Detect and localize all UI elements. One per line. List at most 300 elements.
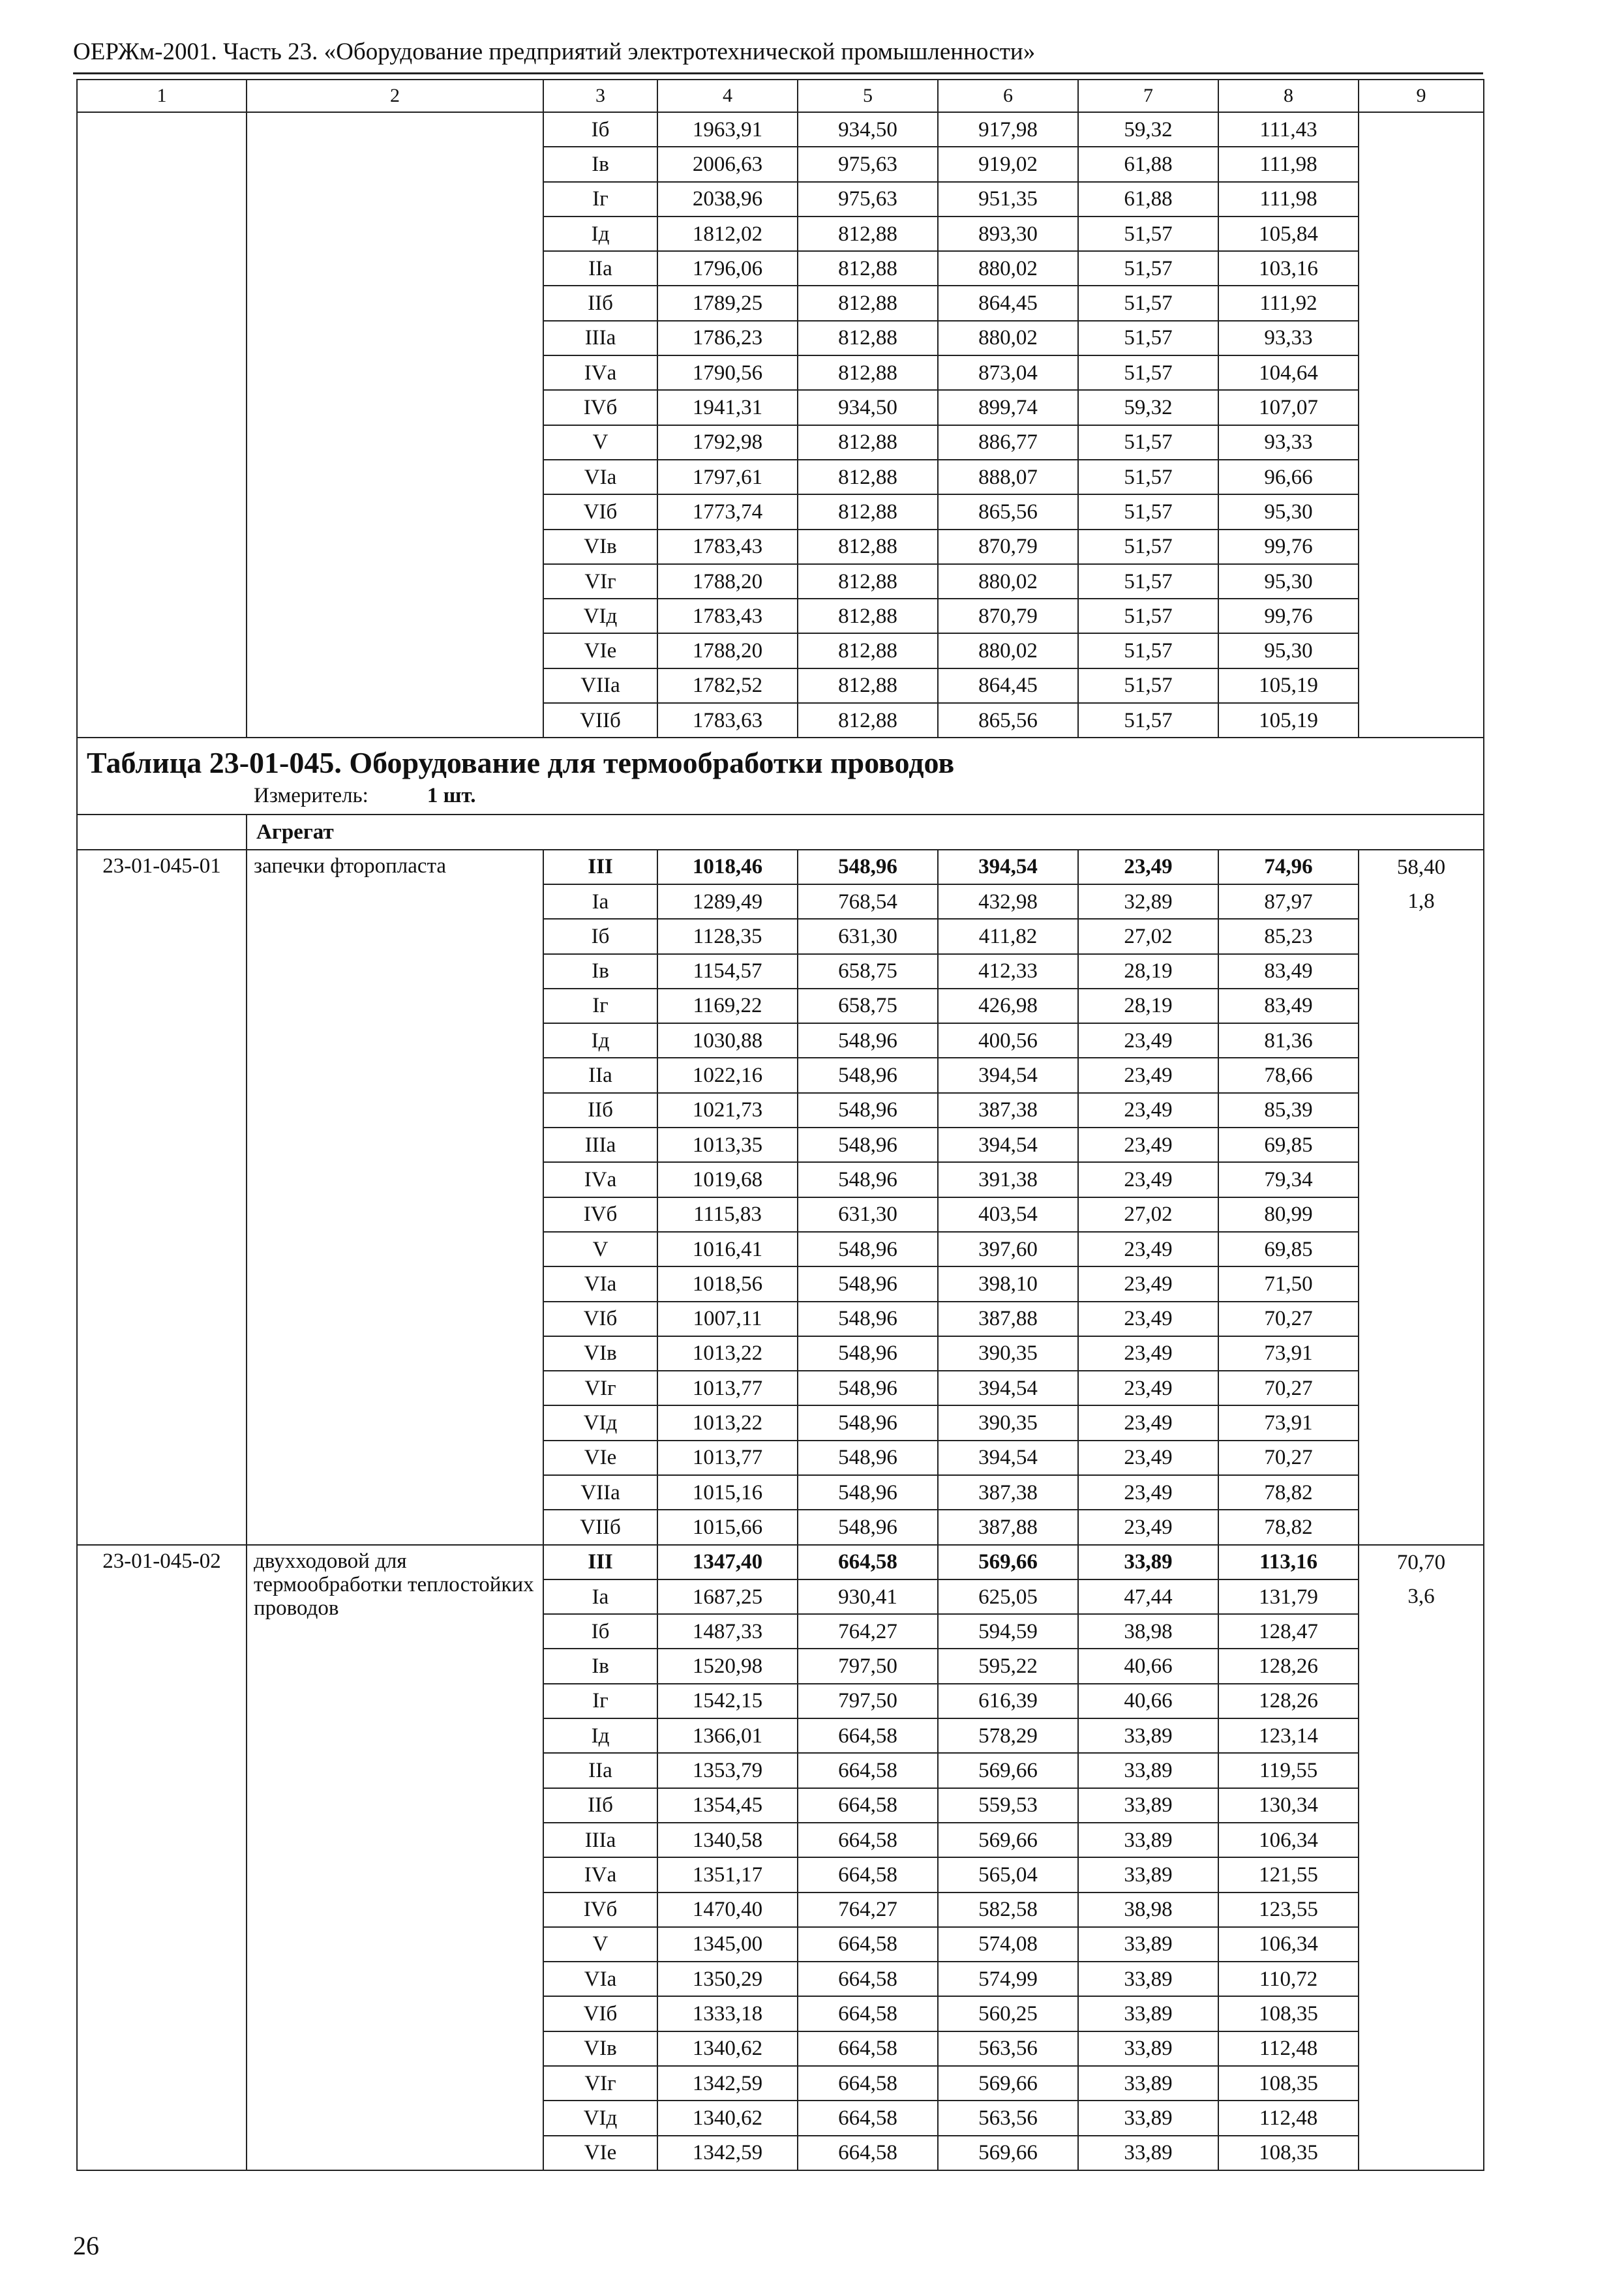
value-cell: 1687,25 xyxy=(657,1579,798,1614)
value-cell: 79,34 xyxy=(1218,1162,1359,1197)
value-cell: 123,14 xyxy=(1218,1718,1359,1753)
value-cell: 33,89 xyxy=(1078,1718,1218,1753)
table-row xyxy=(77,850,1484,884)
value-cell: 51,57 xyxy=(1078,668,1218,703)
value-cell: 870,79 xyxy=(938,530,1078,564)
value-cell: 1007,11 xyxy=(657,1302,798,1336)
value-cell: 812,88 xyxy=(798,530,938,564)
value-cell: 95,30 xyxy=(1218,633,1359,668)
value-cell: 1115,83 xyxy=(657,1197,798,1232)
value-cell: 930,41 xyxy=(798,1579,938,1614)
table-row xyxy=(77,1545,1484,1579)
value-cell: 880,02 xyxy=(938,564,1078,599)
value-cell: 108,35 xyxy=(1218,2136,1359,2170)
value-cell: 812,88 xyxy=(798,668,938,703)
value-cell: 398,10 xyxy=(938,1266,1078,1301)
condition-cell: Iа xyxy=(543,884,657,919)
value-cell: 1289,49 xyxy=(657,884,798,919)
page-number: 26 xyxy=(73,2231,99,2260)
page-header: ОЕРЖм-2001. Часть 23. «Оборудование предприятий электротехнической промышленности» xyxy=(73,38,1036,65)
value-cell: 594,59 xyxy=(938,1614,1078,1649)
value-cell: 864,45 xyxy=(938,668,1078,703)
value-cell: 1783,63 xyxy=(657,703,798,738)
condition-cell: VIIа xyxy=(543,668,657,703)
value-cell: 812,88 xyxy=(798,633,938,668)
value-cell: 128,26 xyxy=(1218,1649,1359,1683)
value-cell: 23,49 xyxy=(1078,850,1218,884)
condition-cell: Iг xyxy=(543,989,657,1023)
value-cell: 70,27 xyxy=(1218,1441,1359,1475)
value-cell: 582,58 xyxy=(938,1893,1078,1927)
measure-value: 1 шт. xyxy=(427,784,476,808)
condition-cell: IIIа xyxy=(543,1128,657,1162)
value-cell: 1366,01 xyxy=(657,1718,798,1753)
condition-cell: VIв xyxy=(543,530,657,564)
table-body xyxy=(77,80,1484,2170)
value-cell: 83,49 xyxy=(1218,989,1359,1023)
value-cell: 85,39 xyxy=(1218,1093,1359,1128)
value-cell: 51,57 xyxy=(1078,321,1218,355)
condition-cell: Iв xyxy=(543,1649,657,1683)
condition-cell: III xyxy=(543,850,657,884)
condition-cell: IIб xyxy=(543,1093,657,1128)
condition-cell: VIа xyxy=(543,1962,657,1996)
column-number: 5 xyxy=(798,80,938,112)
value-cell: 397,60 xyxy=(938,1232,1078,1266)
value-cell: 1941,31 xyxy=(657,390,798,425)
value-cell: 917,98 xyxy=(938,112,1078,147)
value-cell: 812,88 xyxy=(798,321,938,355)
code-cell xyxy=(77,112,247,738)
value-cell: 111,92 xyxy=(1218,286,1359,320)
value-cell: 569,66 xyxy=(938,1753,1078,1788)
value-cell: 38,98 xyxy=(1078,1893,1218,1927)
value-cell: 105,19 xyxy=(1218,703,1359,738)
value-cell: 934,50 xyxy=(798,112,938,147)
value-cell: 664,58 xyxy=(798,1788,938,1823)
rates-table xyxy=(76,79,1484,2171)
value-cell: 616,39 xyxy=(938,1684,1078,1718)
value-cell: 33,89 xyxy=(1078,1857,1218,1892)
value-cell: 560,25 xyxy=(938,1996,1078,2031)
value-cell: 1520,98 xyxy=(657,1649,798,1683)
condition-cell: VIIб xyxy=(543,1510,657,1544)
col9-cell xyxy=(1359,1545,1484,2170)
value-cell: 1013,22 xyxy=(657,1405,798,1440)
value-cell: 548,96 xyxy=(798,1441,938,1475)
value-cell: 548,96 xyxy=(798,1371,938,1405)
col9-cell xyxy=(1359,112,1484,738)
value-cell: 1783,43 xyxy=(657,530,798,564)
value-cell: 69,85 xyxy=(1218,1232,1359,1266)
value-cell: 51,57 xyxy=(1078,460,1218,494)
col9-value: 70,70 xyxy=(1396,1550,1446,1574)
value-cell: 121,55 xyxy=(1218,1857,1359,1892)
value-cell: 664,58 xyxy=(798,1927,938,1962)
condition-cell: VIг xyxy=(543,2066,657,2101)
value-cell: 33,89 xyxy=(1078,2101,1218,2135)
value-cell: 59,32 xyxy=(1078,390,1218,425)
value-cell: 1812,02 xyxy=(657,217,798,251)
value-cell: 387,88 xyxy=(938,1302,1078,1336)
value-cell: 108,35 xyxy=(1218,1996,1359,2031)
value-cell: 1342,59 xyxy=(657,2066,798,2101)
value-cell: 394,54 xyxy=(938,850,1078,884)
value-cell: 625,05 xyxy=(938,1579,1078,1614)
value-cell: 387,38 xyxy=(938,1093,1078,1128)
value-cell: 23,49 xyxy=(1078,1371,1218,1405)
value-cell: 113,16 xyxy=(1218,1545,1359,1579)
value-cell: 886,77 xyxy=(938,425,1078,460)
value-cell: 1019,68 xyxy=(657,1162,798,1197)
value-cell: 1790,56 xyxy=(657,355,798,390)
value-cell: 112,48 xyxy=(1218,2031,1359,2066)
value-cell: 93,33 xyxy=(1218,321,1359,355)
condition-cell: Iв xyxy=(543,147,657,181)
condition-cell: VIг xyxy=(543,564,657,599)
table-title-row xyxy=(77,738,1484,815)
value-cell: 99,76 xyxy=(1218,530,1359,564)
value-cell: 23,49 xyxy=(1078,1510,1218,1544)
column-number: 2 xyxy=(247,80,543,112)
col9-value: 58,40 xyxy=(1396,855,1446,879)
condition-cell: IIб xyxy=(543,1788,657,1823)
value-cell: 1782,52 xyxy=(657,668,798,703)
value-cell: 664,58 xyxy=(798,1823,938,1857)
value-cell: 812,88 xyxy=(798,217,938,251)
value-cell: 664,58 xyxy=(798,2031,938,2066)
value-cell: 658,75 xyxy=(798,954,938,989)
value-cell: 664,58 xyxy=(798,1857,938,1892)
value-cell: 664,58 xyxy=(798,1545,938,1579)
value-cell: 33,89 xyxy=(1078,2136,1218,2170)
condition-cell: V xyxy=(543,425,657,460)
value-cell: 87,97 xyxy=(1218,884,1359,919)
condition-cell: IIа xyxy=(543,1058,657,1092)
value-cell: 394,54 xyxy=(938,1128,1078,1162)
value-cell: 812,88 xyxy=(798,703,938,738)
condition-cell: IIIа xyxy=(543,321,657,355)
group-code-cell xyxy=(77,815,247,849)
value-cell: 51,57 xyxy=(1078,217,1218,251)
value-cell: 548,96 xyxy=(798,1023,938,1058)
value-cell: 975,63 xyxy=(798,147,938,181)
value-cell: 797,50 xyxy=(798,1649,938,1683)
value-cell: 1333,18 xyxy=(657,1996,798,2031)
value-cell: 426,98 xyxy=(938,989,1078,1023)
value-cell: 390,35 xyxy=(938,1405,1078,1440)
value-cell: 548,96 xyxy=(798,1475,938,1510)
value-cell: 1022,16 xyxy=(657,1058,798,1092)
value-cell: 78,66 xyxy=(1218,1058,1359,1092)
condition-cell: Iд xyxy=(543,217,657,251)
value-cell: 387,38 xyxy=(938,1475,1078,1510)
value-cell: 1354,45 xyxy=(657,1788,798,1823)
value-cell: 664,58 xyxy=(798,1718,938,1753)
table-title-cell xyxy=(77,738,1484,815)
condition-cell: V xyxy=(543,1232,657,1266)
value-cell: 1345,00 xyxy=(657,1927,798,1962)
condition-cell: IIб xyxy=(543,286,657,320)
value-cell: 658,75 xyxy=(798,989,938,1023)
value-cell: 548,96 xyxy=(798,1232,938,1266)
value-cell: 23,49 xyxy=(1078,1405,1218,1440)
value-cell: 112,48 xyxy=(1218,2101,1359,2135)
condition-cell: VIд xyxy=(543,2101,657,2135)
value-cell: 1021,73 xyxy=(657,1093,798,1128)
condition-cell: VIд xyxy=(543,1405,657,1440)
value-cell: 28,19 xyxy=(1078,989,1218,1023)
value-cell: 888,07 xyxy=(938,460,1078,494)
col9-value: 1,8 xyxy=(1407,889,1435,913)
value-cell: 595,22 xyxy=(938,1649,1078,1683)
condition-cell: III xyxy=(543,1545,657,1579)
value-cell: 873,04 xyxy=(938,355,1078,390)
condition-cell: VIб xyxy=(543,494,657,529)
value-cell: 664,58 xyxy=(798,1753,938,1788)
value-cell: 934,50 xyxy=(798,390,938,425)
value-cell: 768,54 xyxy=(798,884,938,919)
value-cell: 23,49 xyxy=(1078,1266,1218,1301)
value-cell: 578,29 xyxy=(938,1718,1078,1753)
condition-cell: IVа xyxy=(543,1857,657,1892)
condition-cell: Iг xyxy=(543,1684,657,1718)
value-cell: 51,57 xyxy=(1078,355,1218,390)
value-cell: 390,35 xyxy=(938,1336,1078,1371)
value-cell: 27,02 xyxy=(1078,1197,1218,1232)
value-cell: 51,57 xyxy=(1078,633,1218,668)
value-cell: 412,33 xyxy=(938,954,1078,989)
column-number: 3 xyxy=(543,80,657,112)
condition-cell: V xyxy=(543,1927,657,1962)
condition-cell: VIа xyxy=(543,460,657,494)
value-cell: 569,66 xyxy=(938,2136,1078,2170)
value-cell: 764,27 xyxy=(798,1614,938,1649)
value-cell: 403,54 xyxy=(938,1197,1078,1232)
value-cell: 93,33 xyxy=(1218,425,1359,460)
column-number: 7 xyxy=(1078,80,1218,112)
value-cell: 51,57 xyxy=(1078,251,1218,286)
condition-cell: Iа xyxy=(543,1579,657,1614)
value-cell: 1015,66 xyxy=(657,1510,798,1544)
condition-cell: VIе xyxy=(543,1441,657,1475)
value-cell: 394,54 xyxy=(938,1371,1078,1405)
condition-cell: Iг xyxy=(543,182,657,217)
value-cell: 23,49 xyxy=(1078,1023,1218,1058)
value-cell: 33,89 xyxy=(1078,2031,1218,2066)
value-cell: 105,84 xyxy=(1218,217,1359,251)
value-cell: 128,47 xyxy=(1218,1614,1359,1649)
condition-cell: IVб xyxy=(543,1197,657,1232)
condition-cell: IVб xyxy=(543,390,657,425)
value-cell: 880,02 xyxy=(938,633,1078,668)
col9-cell xyxy=(1359,850,1484,1545)
measure-label: Измеритель: xyxy=(254,784,368,808)
value-cell: 664,58 xyxy=(798,1962,938,1996)
condition-cell: IVб xyxy=(543,1893,657,1927)
value-cell: 548,96 xyxy=(798,1302,938,1336)
item-name: запечки фторопласта xyxy=(247,850,543,1545)
value-cell: 2038,96 xyxy=(657,182,798,217)
value-cell: 106,34 xyxy=(1218,1927,1359,1962)
value-cell: 899,74 xyxy=(938,390,1078,425)
value-cell: 111,98 xyxy=(1218,147,1359,181)
value-cell: 1340,58 xyxy=(657,1823,798,1857)
value-cell: 51,57 xyxy=(1078,286,1218,320)
value-cell: 47,44 xyxy=(1078,1579,1218,1614)
value-cell: 23,49 xyxy=(1078,1232,1218,1266)
condition-cell: Iб xyxy=(543,112,657,147)
value-cell: 95,30 xyxy=(1218,564,1359,599)
value-cell: 387,88 xyxy=(938,1510,1078,1544)
value-cell: 111,98 xyxy=(1218,182,1359,217)
value-cell: 1773,74 xyxy=(657,494,798,529)
value-cell: 23,49 xyxy=(1078,1128,1218,1162)
value-cell: 27,02 xyxy=(1078,919,1218,953)
condition-cell: Iд xyxy=(543,1718,657,1753)
value-cell: 548,96 xyxy=(798,1128,938,1162)
value-cell: 1351,17 xyxy=(657,1857,798,1892)
value-cell: 1340,62 xyxy=(657,2031,798,2066)
value-cell: 1016,41 xyxy=(657,1232,798,1266)
value-cell: 865,56 xyxy=(938,703,1078,738)
value-cell: 1788,20 xyxy=(657,633,798,668)
column-number: 6 xyxy=(938,80,1078,112)
condition-cell: VIIа xyxy=(543,1475,657,1510)
value-cell: 880,02 xyxy=(938,251,1078,286)
value-cell: 107,07 xyxy=(1218,390,1359,425)
value-cell: 1796,06 xyxy=(657,251,798,286)
value-cell: 33,89 xyxy=(1078,1962,1218,1996)
value-cell: 73,91 xyxy=(1218,1336,1359,1371)
value-cell: 631,30 xyxy=(798,1197,938,1232)
value-cell: 548,96 xyxy=(798,1162,938,1197)
value-cell: 99,76 xyxy=(1218,599,1359,633)
value-cell: 51,57 xyxy=(1078,564,1218,599)
value-cell: 864,45 xyxy=(938,286,1078,320)
value-cell: 1487,33 xyxy=(657,1614,798,1649)
value-cell: 1154,57 xyxy=(657,954,798,989)
value-cell: 59,32 xyxy=(1078,112,1218,147)
value-cell: 74,96 xyxy=(1218,850,1359,884)
value-cell: 664,58 xyxy=(798,2066,938,2101)
value-cell: 893,30 xyxy=(938,217,1078,251)
value-cell: 28,19 xyxy=(1078,954,1218,989)
value-cell: 23,49 xyxy=(1078,1441,1218,1475)
value-cell: 103,16 xyxy=(1218,251,1359,286)
condition-cell: Iб xyxy=(543,919,657,953)
value-cell: 548,96 xyxy=(798,1266,938,1301)
value-cell: 797,50 xyxy=(798,1684,938,1718)
condition-cell: IIа xyxy=(543,251,657,286)
value-cell: 1792,98 xyxy=(657,425,798,460)
value-cell: 38,98 xyxy=(1078,1614,1218,1649)
value-cell: 33,89 xyxy=(1078,2066,1218,2101)
value-cell: 51,57 xyxy=(1078,599,1218,633)
value-cell: 880,02 xyxy=(938,321,1078,355)
column-number: 9 xyxy=(1359,80,1484,112)
value-cell: 812,88 xyxy=(798,355,938,390)
value-cell: 23,49 xyxy=(1078,1336,1218,1371)
value-cell: 23,49 xyxy=(1078,1302,1218,1336)
value-cell: 78,82 xyxy=(1218,1510,1359,1544)
value-cell: 548,96 xyxy=(798,1405,938,1440)
value-cell: 33,89 xyxy=(1078,1545,1218,1579)
value-cell: 548,96 xyxy=(798,1510,938,1544)
item-name: двухходовой для термообработки теплостойких проводов xyxy=(247,1545,543,2170)
value-cell: 548,96 xyxy=(798,1336,938,1371)
value-cell: 664,58 xyxy=(798,2101,938,2135)
value-cell: 432,98 xyxy=(938,884,1078,919)
value-cell: 33,89 xyxy=(1078,1927,1218,1962)
value-cell: 764,27 xyxy=(798,1893,938,1927)
value-cell: 1013,35 xyxy=(657,1128,798,1162)
value-cell: 81,36 xyxy=(1218,1023,1359,1058)
value-cell: 85,23 xyxy=(1218,919,1359,953)
value-cell: 32,89 xyxy=(1078,884,1218,919)
value-cell: 400,56 xyxy=(938,1023,1078,1058)
value-cell: 123,55 xyxy=(1218,1893,1359,1927)
value-cell: 128,26 xyxy=(1218,1684,1359,1718)
col9-value: 3,6 xyxy=(1407,1584,1435,1608)
value-cell: 95,30 xyxy=(1218,494,1359,529)
value-cell: 78,82 xyxy=(1218,1475,1359,1510)
value-cell: 51,57 xyxy=(1078,703,1218,738)
value-cell: 110,72 xyxy=(1218,1962,1359,1996)
value-cell: 569,66 xyxy=(938,1545,1078,1579)
value-cell: 565,04 xyxy=(938,1857,1078,1892)
value-cell: 23,49 xyxy=(1078,1058,1218,1092)
condition-cell: Iд xyxy=(543,1023,657,1058)
value-cell: 1128,35 xyxy=(657,919,798,953)
value-cell: 23,49 xyxy=(1078,1162,1218,1197)
value-cell: 23,49 xyxy=(1078,1093,1218,1128)
value-cell: 548,96 xyxy=(798,850,938,884)
value-cell: 1350,29 xyxy=(657,1962,798,1996)
value-cell: 1342,59 xyxy=(657,2136,798,2170)
condition-cell: VIIб xyxy=(543,703,657,738)
value-cell: 131,79 xyxy=(1218,1579,1359,1614)
header-rule xyxy=(73,72,1483,74)
value-cell: 70,27 xyxy=(1218,1302,1359,1336)
value-cell: 33,89 xyxy=(1078,1823,1218,1857)
value-cell: 574,99 xyxy=(938,1962,1078,1996)
value-cell: 1013,22 xyxy=(657,1336,798,1371)
value-cell: 975,63 xyxy=(798,182,938,217)
value-cell: 61,88 xyxy=(1078,182,1218,217)
value-cell: 71,50 xyxy=(1218,1266,1359,1301)
condition-cell: IIIа xyxy=(543,1823,657,1857)
item-code: 23-01-045-02 xyxy=(77,1545,247,2170)
value-cell: 51,57 xyxy=(1078,494,1218,529)
value-cell: 865,56 xyxy=(938,494,1078,529)
column-number: 4 xyxy=(657,80,798,112)
condition-cell: VIе xyxy=(543,633,657,668)
col9-values xyxy=(1359,850,1483,918)
table-row xyxy=(77,112,1484,147)
value-cell: 812,88 xyxy=(798,494,938,529)
value-cell: 812,88 xyxy=(798,564,938,599)
value-cell: 51,57 xyxy=(1078,530,1218,564)
value-cell: 1030,88 xyxy=(657,1023,798,1058)
table-title: Таблица 23-01-045. Оборудование для термообработки проводов xyxy=(87,746,955,780)
condition-cell: IIа xyxy=(543,1753,657,1788)
column-number: 8 xyxy=(1218,80,1359,112)
condition-cell: VIв xyxy=(543,1336,657,1371)
value-cell: 83,49 xyxy=(1218,954,1359,989)
value-cell: 96,66 xyxy=(1218,460,1359,494)
value-cell: 1963,91 xyxy=(657,112,798,147)
